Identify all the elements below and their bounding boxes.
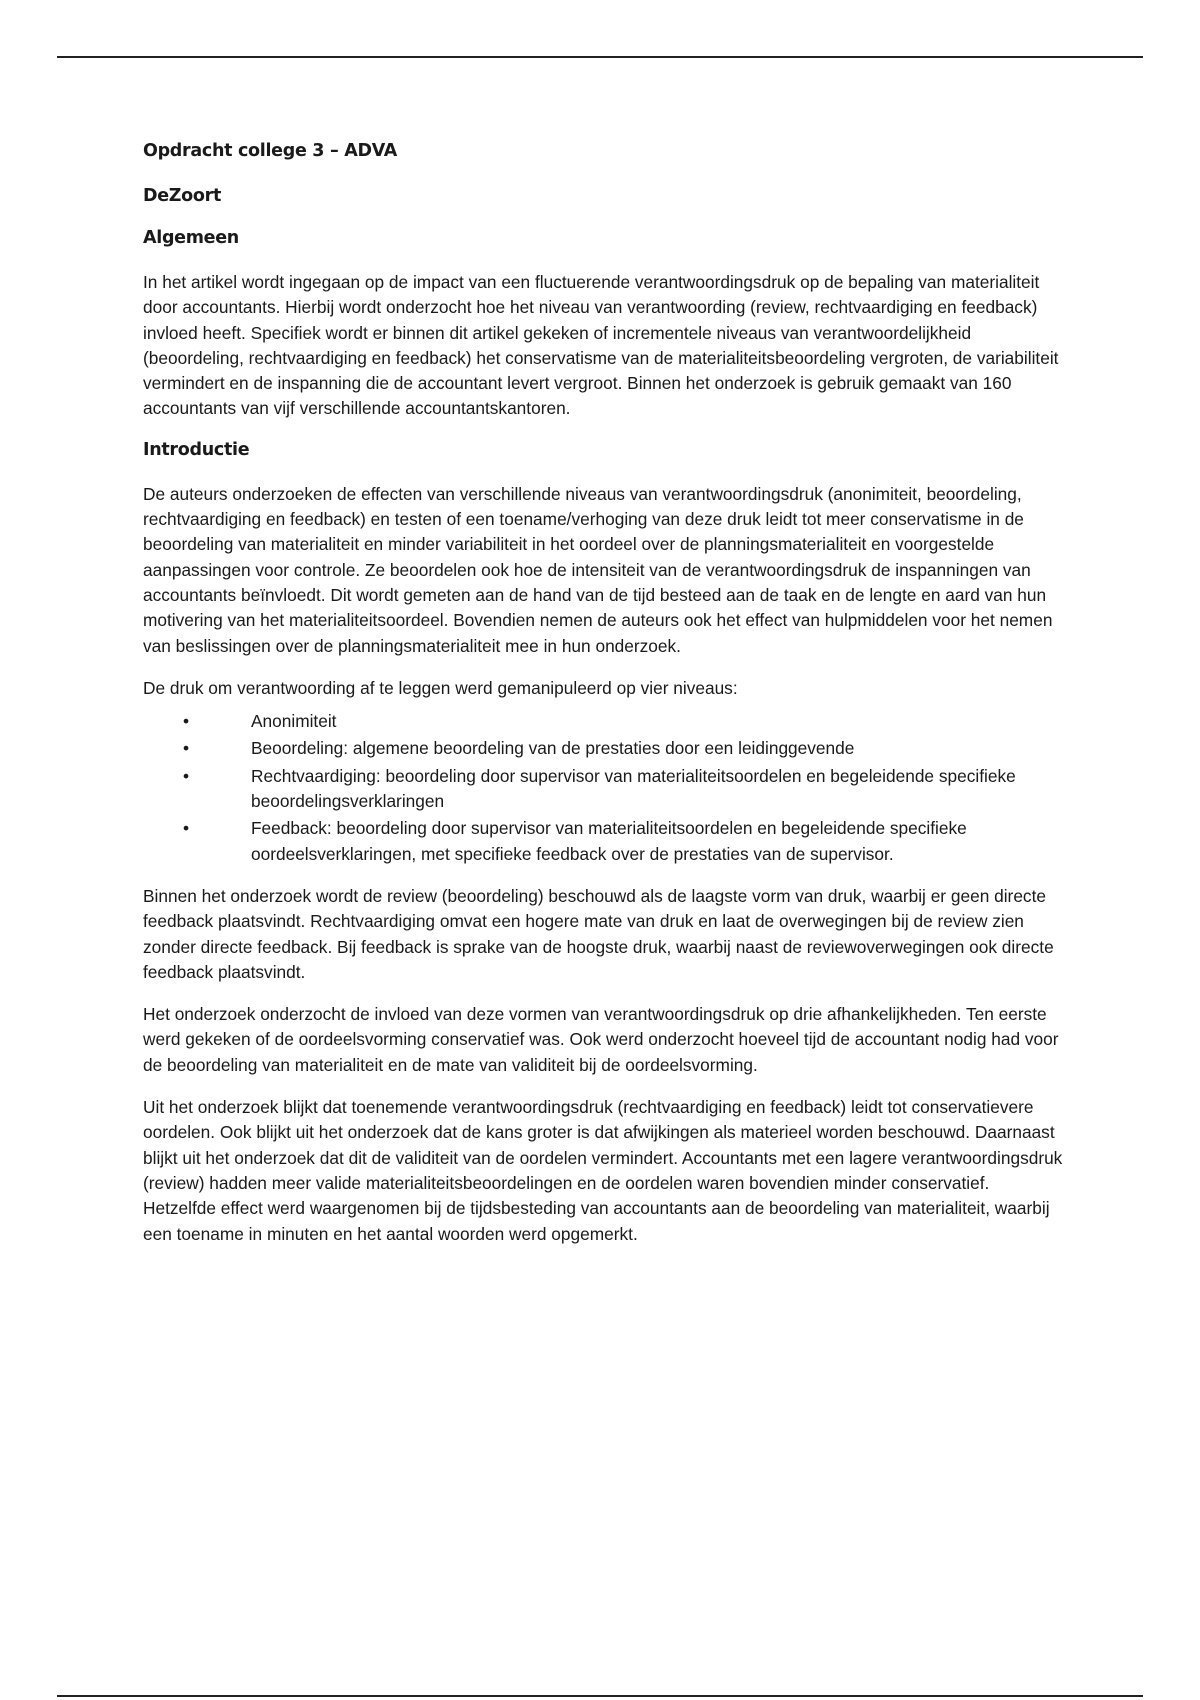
list-item-text: Beoordeling: algemene beoordeling van de prestaties door een leidinggevende	[251, 738, 855, 759]
bullet-icon: •	[183, 711, 190, 732]
list-item-text: Anonimiteit	[251, 711, 337, 732]
bullet-icon: •	[183, 765, 190, 786]
document-title: Opdracht college 3 – ADVA	[143, 141, 397, 161]
section-heading-algemeen: Algemeen	[143, 228, 239, 248]
paragraph-algemeen: In het artikel wordt ingegaan op de impact van een fluctuerende verantwoordingsdruk op de bepaling van materialiteit door accountants. Hierbij wordt onderzocht hoe het niveau van verantwoording (review, rechtvaardiging en feedback) invloed heeft. Specifiek wordt er binnen dit artikel gekeken of incrementele niveaus van verantwoordelijkheid (beoordeling, rechtvaardiging en feedback) het conservatisme van de materialiteitsbeoordeling vergroten, de variabiliteit vermindert en de inspanning die de accountant levert vergroot. Binnen het onderzoek is gebruik gemaakt van 160 accountants van vijf verschillende accountantskantoren.	[143, 272, 1059, 419]
header-rule	[57, 56, 1143, 58]
list-item	[143, 736, 1063, 761]
bullet-icon: •	[183, 818, 190, 839]
list-item	[143, 764, 1063, 815]
footer-rule	[57, 1695, 1143, 1697]
accountability-levels-list	[143, 709, 1063, 867]
paragraph-review-levels: Binnen het onderzoek wordt de review (beoordeling) beschouwd als de laagste vorm van druk, waarbij er geen directe feedback plaatsvindt. Rechtvaardiging omvat een hogere mate van druk en laat de overwegingen bij de review zien zonder directe feedback. Bij feedback is sprake van de hoogste druk, waarbij naast de reviewoverwegingen ook directe feedback plaatsvindt.	[143, 885, 1054, 982]
paragraph-introductie-2: De druk om verantwoording af te leggen werd gemanipuleerd op vier niveaus:	[143, 677, 738, 698]
section-heading-introductie: Introductie	[143, 439, 250, 460]
paragraph-introductie-1: De auteurs onderzoeken de effecten van verschillende niveaus van verantwoordingsdruk (anonimiteit, beoordeling, rechtvaardiging en feedback) en testen of een toename/verhoging van deze druk leidt tot meer conservatisme in de beoordeling van materialiteit en minder variabiliteit in het oordeel over de planningsmaterialiteit en voorgestelde aanpassingen voor controle. Ze beoordelen ook hoe de intensiteit van de verantwoordingsdruk de inspanningen van accountants beïnvloedt. Dit wordt gemeten aan de hand van de tijd besteed aan de taak en de lengte en aard van hun motivering van het materialiteitsoordeel. Bovendien nemen de auteurs ook het effect van hulpmiddelen voor het nemen van beslissingen over de planningsmaterialiteit mee in hun onderzoek.	[143, 483, 1053, 656]
bullet-icon: •	[183, 738, 190, 759]
paragraph-dependencies: Het onderzoek onderzocht de invloed van deze vormen van verantwoordingsdruk op drie afhankelijkheden. Ten eerste werd gekeken of de oordeelsvorming conservatief was. Ook werd onderzocht hoeveel tijd de accountant nodig had voor de beoordeling van materialiteit en de mate van validiteit bij de oordeelsvorming.	[143, 1004, 1059, 1075]
document-body	[143, 140, 1063, 1264]
paragraph-results: Uit het onderzoek blijkt dat toenemende verantwoordingsdruk (rechtvaardiging en feedback) leidt tot conservatievere oordelen. Ook blijkt uit het onderzoek dat de kans groter is dat afwijkingen als materieel worden beschouwd. Daarnaast blijkt uit het onderzoek dat dit de validiteit van de oordelen vermindert. Accountants met een lagere verantwoordingsdruk (review) hadden meer valide materialiteitsbeoordelingen en de oordelen waren bovendien minder conservatief. Hetzelfde effect werd waargenomen bij de tijdsbesteding van accountants aan de beoordeling van materialiteit, waarbij een toename in minuten en het aantal woorden werd opgemerkt.	[143, 1097, 1063, 1244]
list-item-text: Feedback: beoordeling door supervisor van materialiteitsoordelen en begeleidende specifieke oordeelsverklaringen, met specifieke feedback over de prestaties van de supervisor.	[251, 818, 967, 864]
list-item	[143, 816, 1063, 867]
list-item	[143, 709, 1063, 734]
list-item-text: Rechtvaardiging: beoordeling door supervisor van materialiteitsoordelen en begeleidende specifieke beoordelingsverklaringen	[251, 765, 1016, 812]
author-heading: DeZoort	[143, 186, 222, 206]
